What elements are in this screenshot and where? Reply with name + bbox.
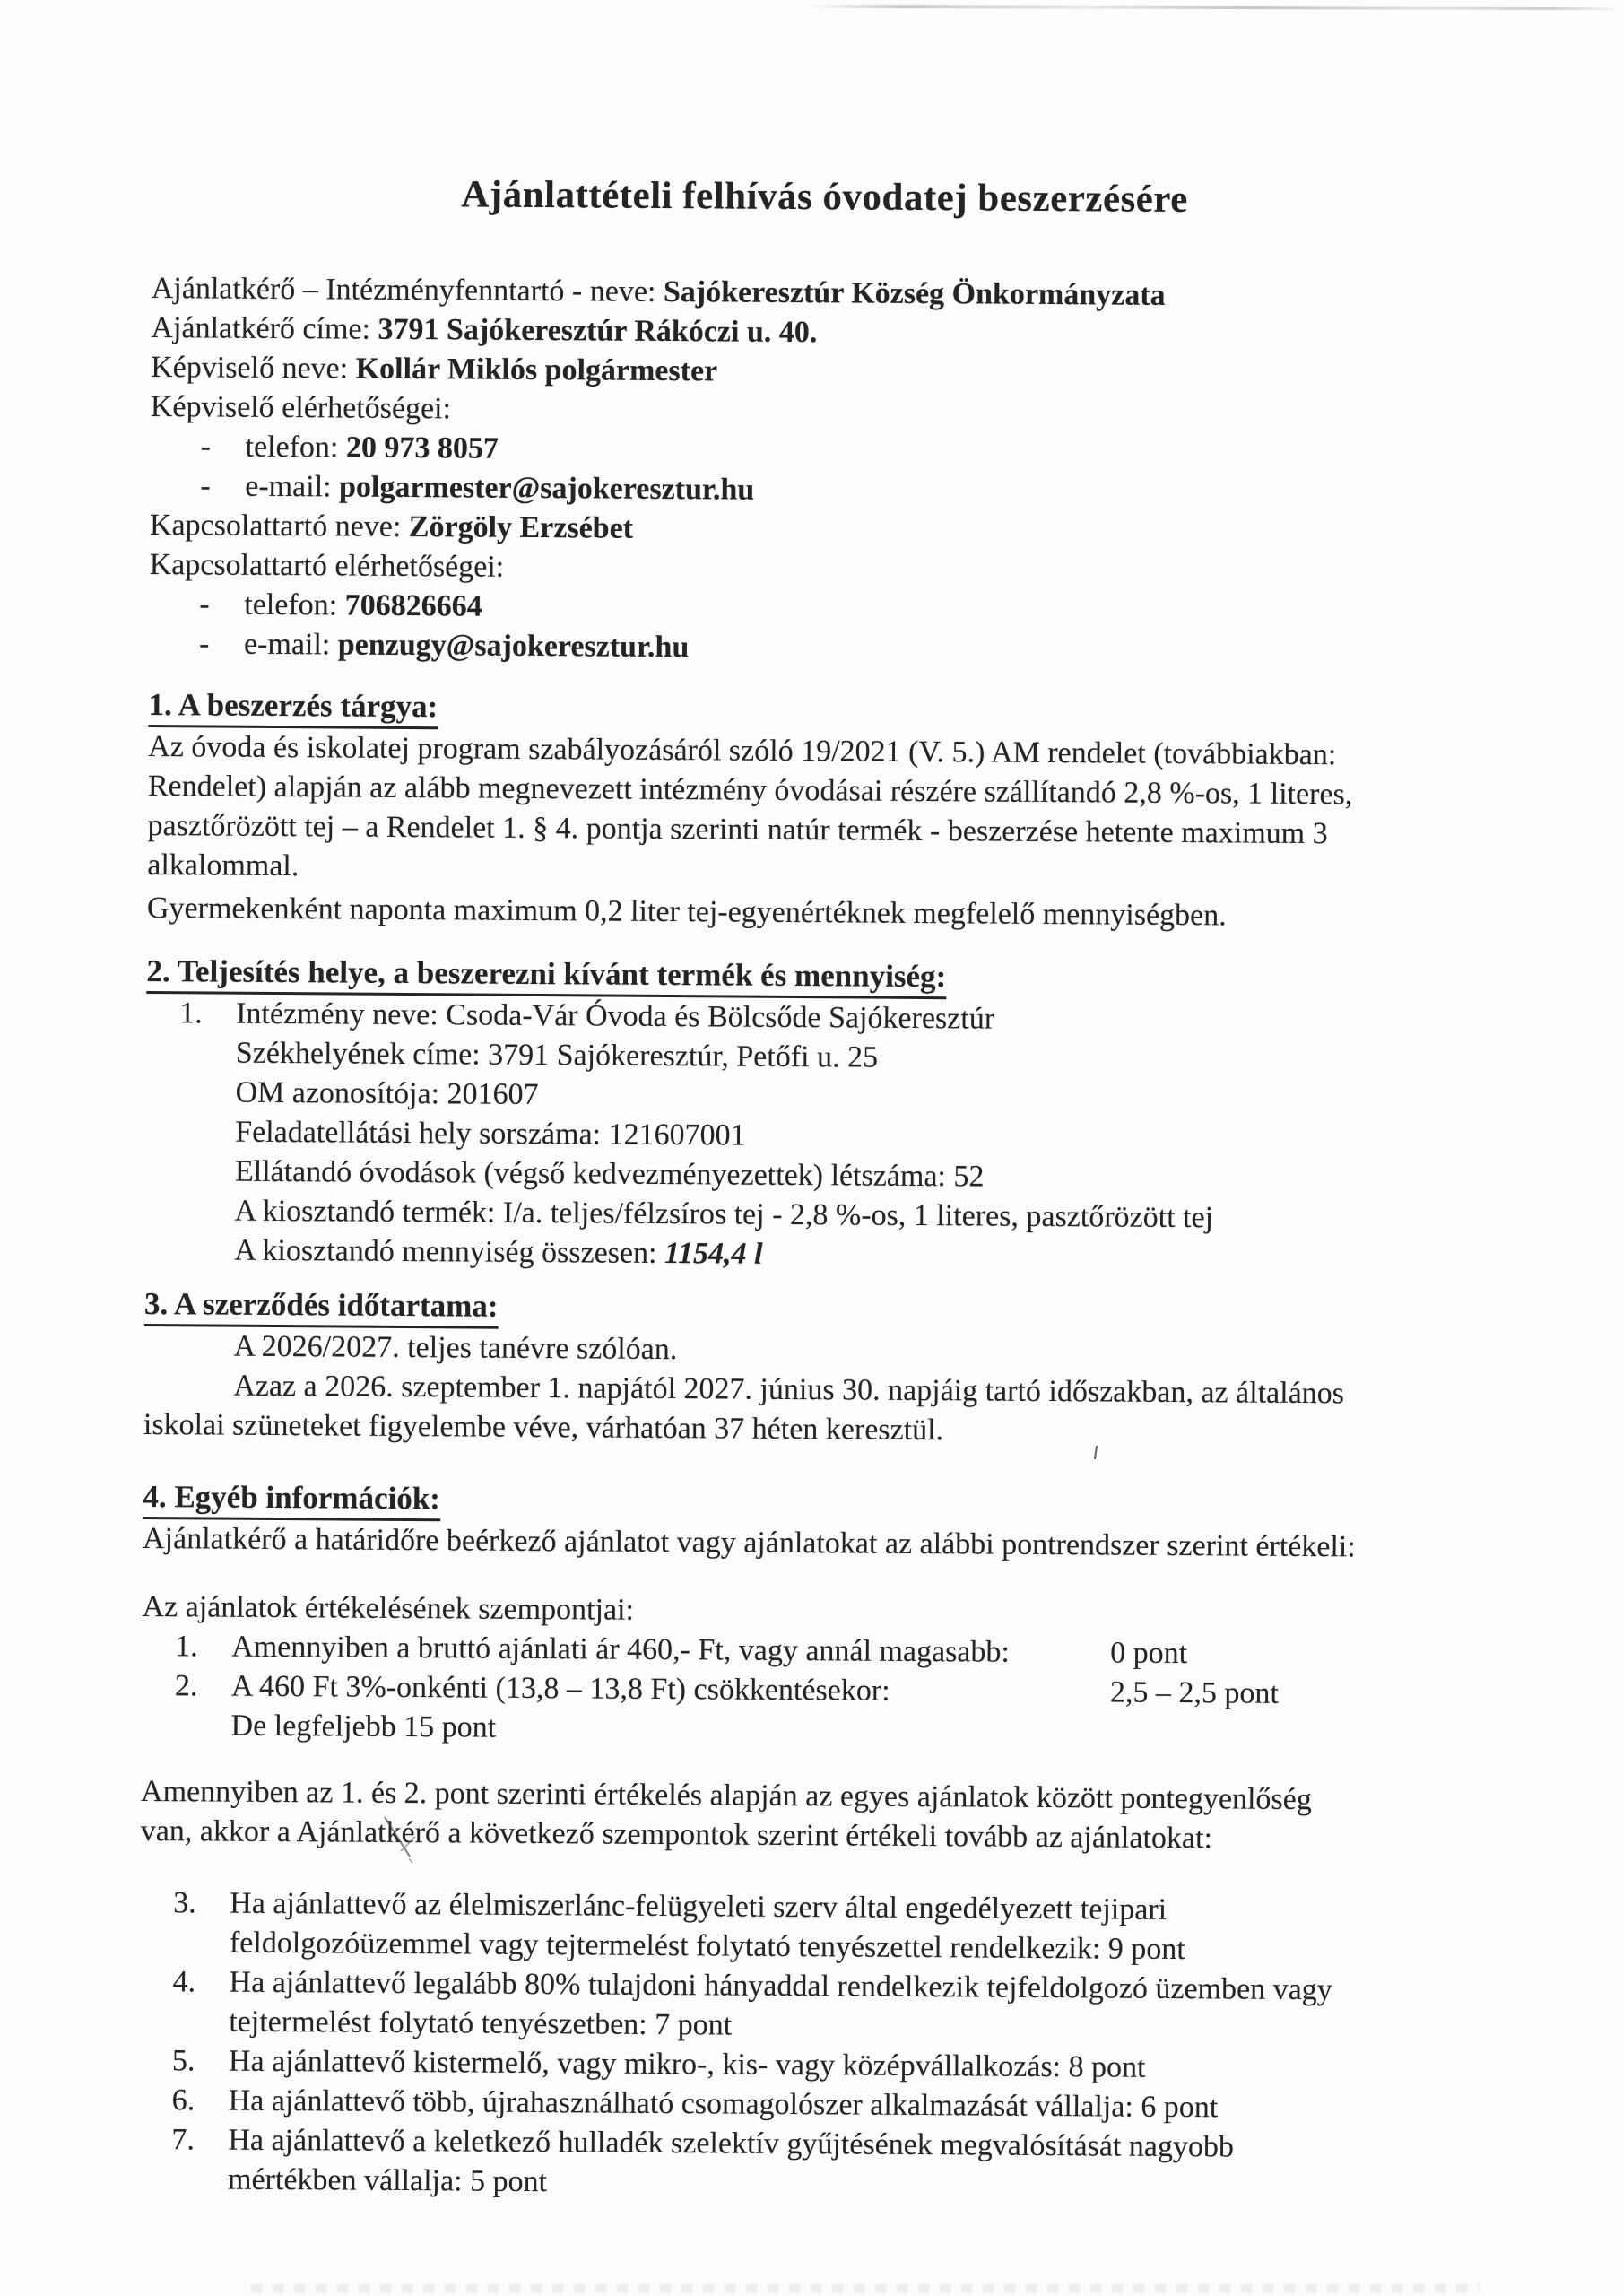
contact-person-phone-line: - telefon: 706826664	[149, 585, 1494, 633]
contracting-authority-address-line: Ajánlatkérő címe: 3791 Sajókeresztúr Rákóczi u. 40.	[151, 310, 818, 350]
institution-name-line: Intézmény neve: Csoda-Vár Óvoda és Bölcsőde Sajókeresztúr	[236, 996, 995, 1036]
section-1-daily-quantity-line: Gyermekenként naponta maximum 0,2 liter tej-egyenértéknek megfelelő mennyiségben.	[146, 891, 1227, 933]
list-number: 1.	[179, 996, 203, 1031]
tiebreak-item-line: Ha ajánlattevő több, újrahasználható csomagolószer alkalmazását vállalja: 6 pont	[228, 2083, 1219, 2125]
representative-email-line: - e-mail: polgarmester@sajokeresztur.hu	[150, 466, 1495, 515]
representative-phone-line: - telefon: 20 973 8057	[150, 427, 1495, 475]
tiebreak-item-7	[138, 2120, 1484, 2208]
tiebreak-item-line: tejtermelést folytató tenyészetben: 7 pont	[229, 2005, 733, 2042]
site-serial-line: Feladatellátási hely sorszáma: 121607001	[235, 1115, 746, 1152]
criterion-text: Amennyiben a bruttó ajánlati ár 460,- Ft, vagy annál magasabb:	[231, 1630, 1011, 1669]
contact-person-phone: 706826664	[344, 588, 482, 623]
section-4-other-information	[138, 1477, 1488, 2208]
section-1-heading: 1. A beszerzés tárgya:	[148, 685, 1493, 736]
tiebreak-paragraph	[141, 1772, 1487, 1860]
section-3-heading: 3. A szerződés időtartama:	[144, 1284, 1489, 1335]
tiebreak-paragraph-line: Amennyiben az 1. és 2. pont szerinti értékelés alapján az egyes ajánlatok között pontegyenlőség	[140, 1774, 1312, 1817]
section-1-paragraph-line: pasztőrözött tej – a Rendelet 1. § 4. pontja szerinti natúr termék - beszerzése hetente maximum 3	[147, 808, 1328, 851]
contact-person-email-line: - e-mail: penzugy@sajokeresztur.hu	[149, 624, 1494, 673]
list-number: 3.	[173, 1886, 196, 1920]
total-quantity-value: 1154,4 l	[664, 1237, 763, 1271]
section-4-heading: 4. Egyéb információk:	[143, 1477, 1488, 1528]
bullet-dash: -	[200, 469, 211, 503]
pen-mark-artifact	[379, 1813, 430, 1867]
contact-block	[149, 269, 1497, 673]
duration-paragraph-line: iskolai szüneteket figyelembe véve, várhatóan 37 héten keresztül.	[143, 1407, 944, 1448]
contact-person-name: Zörgöly Erzsébet	[408, 510, 634, 545]
tiebreak-item-line: feldolgozóüzemmel vagy tejtermelést folytató tenyészettel rendelkezik: 9 pont	[229, 1926, 1185, 1967]
tiebreak-item-4	[139, 1962, 1485, 2050]
section-3-contract-duration	[143, 1284, 1489, 1454]
section-1-subject	[147, 685, 1494, 937]
beneficiary-count-line: Ellátandó óvodások (végső kedvezményezettek) létszáma: 52	[234, 1154, 985, 1194]
scan-artifact-bottom-text	[251, 2283, 1480, 2293]
contracting-authority-name-line: Ajánlatkérő – Intézményfenntartó - neve: Sajókeresztúr Község Önkormányzata	[151, 271, 1166, 312]
representative-email: polgarmester@sajokeresztur.hu	[338, 470, 755, 507]
authority-name: Sajókeresztúr Község Önkormányzata	[663, 274, 1166, 312]
criterion-points: 0 pont	[1110, 1636, 1188, 1671]
om-id-line: OM azonosítója: 201607	[235, 1075, 539, 1112]
institution-address-line: Székhelyének címe: 3791 Sajókeresztúr, Petőfi u. 25	[235, 1036, 879, 1074]
section-1-paragraph-line: Az óvoda és iskolatej program szabályozásáról szóló 19/2021 (V. 5.) AM rendelet (továbbiakban:	[148, 729, 1337, 772]
tiebreak-item-3	[140, 1883, 1486, 1971]
tiebreak-item-line: Ha ajánlattevő kistermelő, vagy mikro-, kis- vagy középvállalkozás: 8 pont	[228, 2044, 1146, 2084]
product-line: A kiosztandó termék: I/a. teljes/félzsíros tej - 2,8 %-os, 1 literes, pasztőrözött tej	[234, 1194, 1214, 1235]
criterion-text: A 460 Ft 3%-onkénti (13,8 – 13,8 Ft) csökkentésekor:	[230, 1669, 890, 1708]
authority-address: 3791 Sajókeresztúr Rákóczi u. 40.	[378, 312, 818, 350]
contact-person-contacts-label: Kapcsolattartó elérhetőségei:	[149, 547, 505, 584]
tiebreak-item-line: Ha ajánlattevő legalább 80% tulajdoni hányaddal rendelkezik tejfeldolgozó üzemben vagy	[229, 1965, 1332, 2007]
bullet-dash: -	[198, 627, 210, 661]
list-number: 2.	[174, 1669, 198, 1703]
list-number: 4.	[172, 1965, 196, 1999]
contact-person-email: penzugy@sajokeresztur.hu	[337, 628, 690, 665]
section-2-place-product-quantity	[144, 952, 1491, 1279]
tiebreak-item-line: mértékben vállalja: 5 pont	[227, 2162, 548, 2199]
representative-phone: 20 973 8057	[345, 430, 499, 465]
list-number: 1.	[175, 1630, 198, 1664]
tiebreak-item-line: Ha ajánlattevő az élelmiszerlánc-felügyeleti szerv által engedélyezett tejipari	[230, 1886, 1167, 1926]
tiebreak-criteria-list	[138, 1883, 1485, 2208]
list-number: 6.	[171, 2083, 195, 2118]
tiebreak-item-line: Ha ajánlattevő a keletkező hulladék szelektív gyűjtésének megvalósítását nagyobb	[228, 2123, 1235, 2164]
representative-name: Kollár Miklós polgármester	[355, 352, 718, 388]
list-number: 7.	[171, 2123, 195, 2157]
document-content	[138, 135, 1497, 2208]
page-title: Ajánlattételi felhívás óvodatej beszerzésére	[461, 173, 1188, 222]
duration-paragraph-line: Azaz a 2026. szeptember 1. napjától 2027. június 30. napjáig tartó időszakban, az általános	[233, 1369, 1345, 1411]
contact-person-name-line: Kapcsolattartó neve: Zörgöly Erzsébet	[149, 508, 634, 545]
criteria-label-line: Az ajánlatok értékelésének szempontjai:	[142, 1589, 635, 1627]
institution-item	[144, 994, 1491, 1279]
bullet-dash: -	[199, 587, 210, 622]
section-1-paragraph-line: Rendelet) alapján az alább megnevezett intézmény óvodásai részére szállítandó 2,8 %-os, 1 literes,	[147, 769, 1353, 812]
section-2-heading: 2. Teljesítés helye, a beszerezni kívánt termék és mennyiség:	[146, 952, 1491, 1003]
scan-artifact-top-line	[807, 5, 1614, 10]
criterion-points: 2,5 – 2,5 pont	[1109, 1675, 1279, 1710]
evaluation-intro-line: Ajánlatkérő a határidőre beérkező ajánlatot vagy ajánlatokat az alábbi pontrendszer szerint értékeli:	[142, 1521, 1356, 1564]
bullet-dash: -	[200, 430, 212, 464]
tiebreak-paragraph-line: van, akkor a Ajánlatkérő a következő szempontok szerint értékeli tovább az ajánlatokat:	[140, 1813, 1213, 1856]
representative-name-line: Képviselő neve: Kollár Miklós polgármester	[151, 350, 718, 388]
section-1-paragraph-line: alkalommal.	[147, 848, 299, 883]
school-year-line: A 2026/2027. teljes tanévre szólóan.	[233, 1329, 678, 1367]
max-points-note: De legfeljebb 15 pont	[230, 1709, 497, 1744]
representative-contacts-label: Képviselő elérhetőségei:	[150, 389, 452, 426]
total-quantity-line: A kiosztandó mennyiség összesen: 1154,4 l	[234, 1233, 763, 1271]
list-number: 5.	[171, 2044, 195, 2078]
